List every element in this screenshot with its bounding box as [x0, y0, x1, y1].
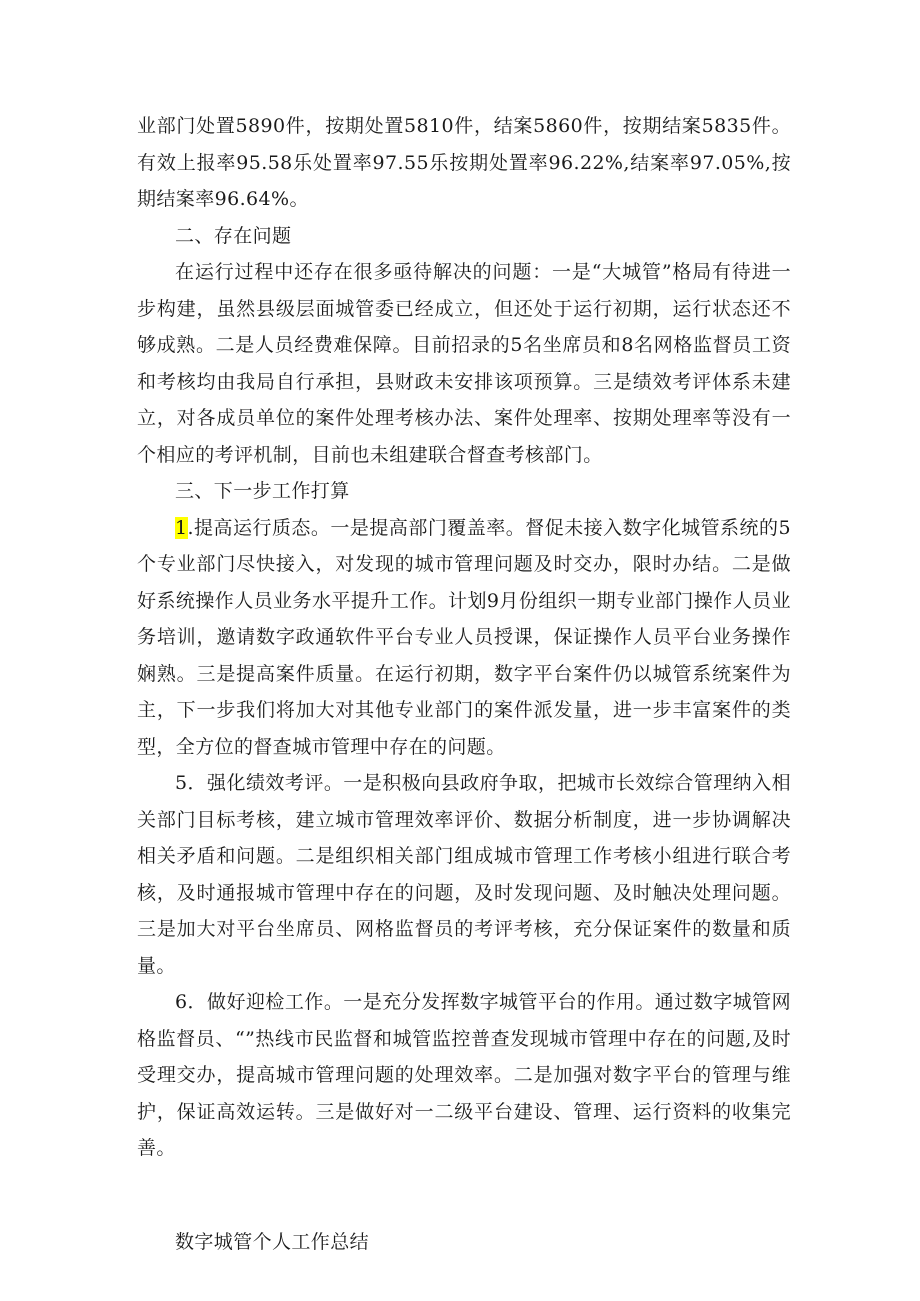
list-item-text: .提高运行质态。一是提高部门覆盖率。督促未接入数字化城管系统的5个专业部门尽快接入，对发现的城市管理问题及时交办，限时办结。二是做好系统操作人员业务水平提升工作。计划9月份组织一期专业部门操作人员业务培训，邀请数字政通软件平台专业人员授课，保证操作人员平台业务操作娴熟。三是提高案件质量。在运行初期，数字平台案件仍以城管系统案件为主，下一步我们将加大对其他专业部门的案件派发量，进一步丰富案件的类型，全方位的督查城市管理中存在的问题。	[137, 516, 791, 758]
section-heading-problems: 二、存在问题	[175, 224, 292, 247]
paragraph-statistics: 业部门处置5890件，按期处置5810件，结案5860件，按期结案5835件。有效上报率95.58乐处置率97.55乐按期处置率96.22%,结案率97.05%,按期结案率96.64%。	[137, 115, 791, 210]
list-item-improve-quality	[137, 510, 791, 766]
section-heading-next-steps: 三、下一步工作打算	[175, 480, 350, 502]
next-document-title: 数字城管个人工作总结	[175, 1230, 370, 1253]
list-item-performance-evaluation: 5．强化绩效考评。一是积极向县政府争取，把城市长效综合管理纳入相关部门目标考核，建立城市管理效率评价、数据分析制度，进一步协调解决相关矛盾和问题。二是组织相关部门组成城市管理工作考核小组进行联合考核，及时通报城市管理中存在的问题，及时发现问题、及时触决处理问题。三是加大对平台坐席员、网格监督员的考评考核，充分保证案件的数量和质量。	[137, 772, 791, 977]
list-item-inspection-prep: 6．做好迎检工作。一是充分发挥数字城管平台的作用。通过数字城管网格监督员、“”热线市民监督和城管监控普查发现城市管理中存在的问题,及时受理交办，提高城市管理问题的处理效率。二是加强对数字平台的管理与维护，保证高效运转。三是做好对一二级平台建设、管理、运行资料的收集完善。	[137, 991, 791, 1159]
highlighted-item-number: 1	[175, 516, 188, 539]
paragraph-problems: 在运行过程中还存在很多亟待解决的问题：一是“大城管”格局有待进一步构建，虽然县级层面城管委已经成立，但还处于运行初期，运行状态还不够成熟。二是人员经费难保障。目前招录的5名坐席员和8名网格监督员工资和考核均由我局自行承担，县财政未安排该项预算。三是绩效考评体系未建立，对各成员单位的案件处理考核办法、案件处理率、按期处理率等没有一个相应的考评机制，目前也未组建联合督查考核部门。	[137, 261, 791, 466]
document-body	[137, 108, 791, 1260]
